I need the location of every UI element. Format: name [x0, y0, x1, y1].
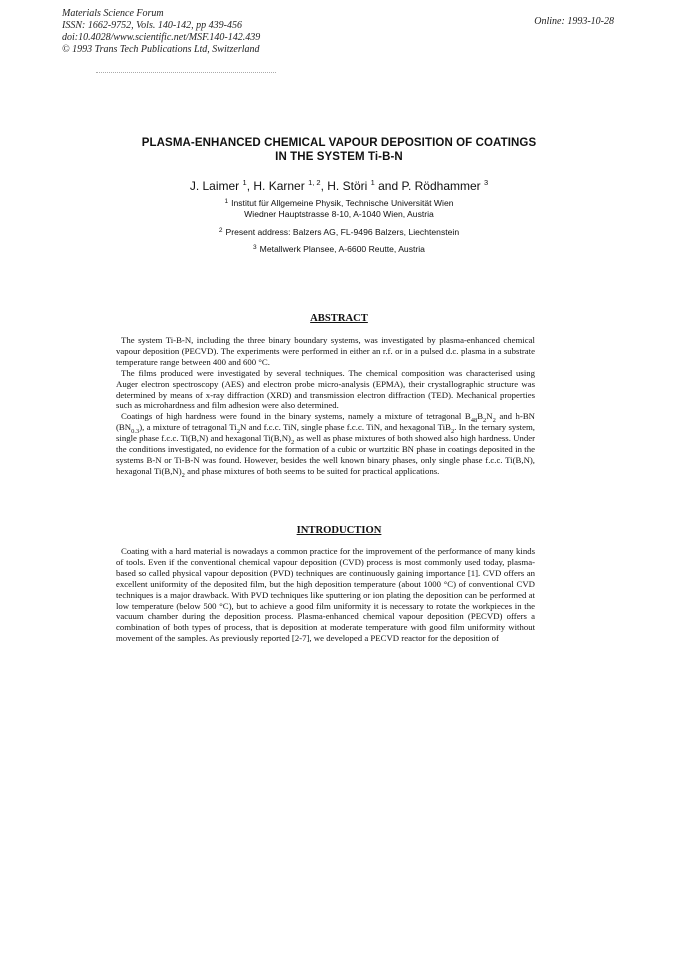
abstract-paragraph: The system Ti-B-N, including the three binary boundary systems, was investigated by plasma-enhanced chemical vapour deposition (PECVD). The experiments were performed in either an r.f. or in a pulsed d.c. plasma in a substrate temperature range between 400 and 600 °C. — [116, 335, 535, 367]
author-list — [0, 179, 678, 193]
doi-line: doi:10.4028/www.scientific.net/MSF.140-142.439 — [62, 32, 261, 43]
introduction-heading: INTRODUCTION — [296, 525, 382, 536]
author: J. Laimer $^1$, — [189, 178, 254, 193]
scan-artifact-divider — [96, 72, 276, 76]
issn-line: ISSN: 1662-9752, Vols. 140-142, pp 439-456 — [62, 20, 242, 31]
author: P. Rödhammer $^3$ — [401, 178, 489, 193]
affiliation-2: $^2$ Present address: Balzers AG, FL-9496 Balzers, Liechtenstein — [218, 227, 460, 237]
paper-title — [0, 136, 678, 164]
affiliation-3: $^3$ Metallwerk Plansee, A-6600 Reutte, Austria — [253, 244, 425, 254]
affiliation-1: $^1$ Institut für Allgemeine Physik, Technische Universität Wien Wiedner Hauptstrasse 8-10, A-1040 Wien, Austria — [224, 198, 454, 219]
online-date: Online: 1993-10-28 — [534, 16, 614, 27]
journal-name: Materials Science Forum — [62, 8, 164, 19]
title-line-2: IN THE SYSTEM Ti-B-N — [275, 151, 403, 163]
abstract-heading: ABSTRACT — [310, 313, 368, 324]
author: H. Karner $^{1, 2}$, — [253, 178, 328, 193]
introduction-body — [116, 546, 535, 644]
abstract-paragraph: The films produced were investigated by several techniques. The chemical composition was characterised using Auger electron spectroscopy (AES) and electron probe micro-analysis (EPMA), their crystallographic structure was determined by means of x-ray diffraction (XRD) and transmission electron diffraction (TED). Mechanical properties such as microhardness and film adhesion were also determined. — [116, 367, 535, 411]
copyright-line: © 1993 Trans Tech Publications Ltd, Switzerland — [62, 44, 260, 55]
abstract-body — [116, 335, 535, 477]
journal-header — [62, 8, 260, 56]
title-line-1: PLASMA-ENHANCED CHEMICAL VAPOUR DEPOSITION OF COATINGS — [141, 137, 537, 149]
abstract-paragraph: Coatings of high hardness were found in the binary systems, namely a mixture of tetragonal $B_{48}B_2N_2$ and h-BN $(BN_{0.3})$, a mixture of tetragonal $Ti_2N$ and f.c.c. TiN, single phase f.c.c. TiN, and hexagonal TiB$_2$. In the ternary system, single phase f.c.c. Ti(B,N) and hexagonal $Ti(B,N)_2$ as well as phase mixtures of both showed also high hardness. Under the conditions investigated, no evidence for the formation of a cubic or wurtzitic BN phase in coatings deposited in the systems B-N or Ti-B-N was found. However, besides the well known binary phases, only single phase f.c.c. Ti(B,N), hexagonal $Ti(B,N)_2$ and phase mixtures of both seems to be suited for practical applications. — [116, 411, 536, 479]
introduction-paragraph: Coating with a hard material is nowadays a common practice for the improvement of the performance of many kinds of tools. Even if the conventional chemical vapour deposition (CVD) process is most commonly used today, plasma-based so called physical vapour deposition (PVD) techniques are continuously gaining importance [1]. CVD offers an excellent uniformity of the deposited film, but the high deposition temperature (about 1000 °C) of conventional CVD techniques is a major drawback. With PVD techniques like sputtering or ion plating the deposition can be performed at low temperature (below 500 °C), but to achieve a good film uniformity it is necessary to rotate the workpieces in the vacuum chamber during the deposition process. Plasma-enhanced chemical vapour deposition (PECVD) offers a combination of both types of process, that is deposition at moderate temperature with good film uniformity without movement of the samples. As previously reported [2-7], we developed a PECVD reactor for the deposition of — [116, 546, 535, 644]
author: H. Störi $^1$ and — [327, 178, 402, 193]
